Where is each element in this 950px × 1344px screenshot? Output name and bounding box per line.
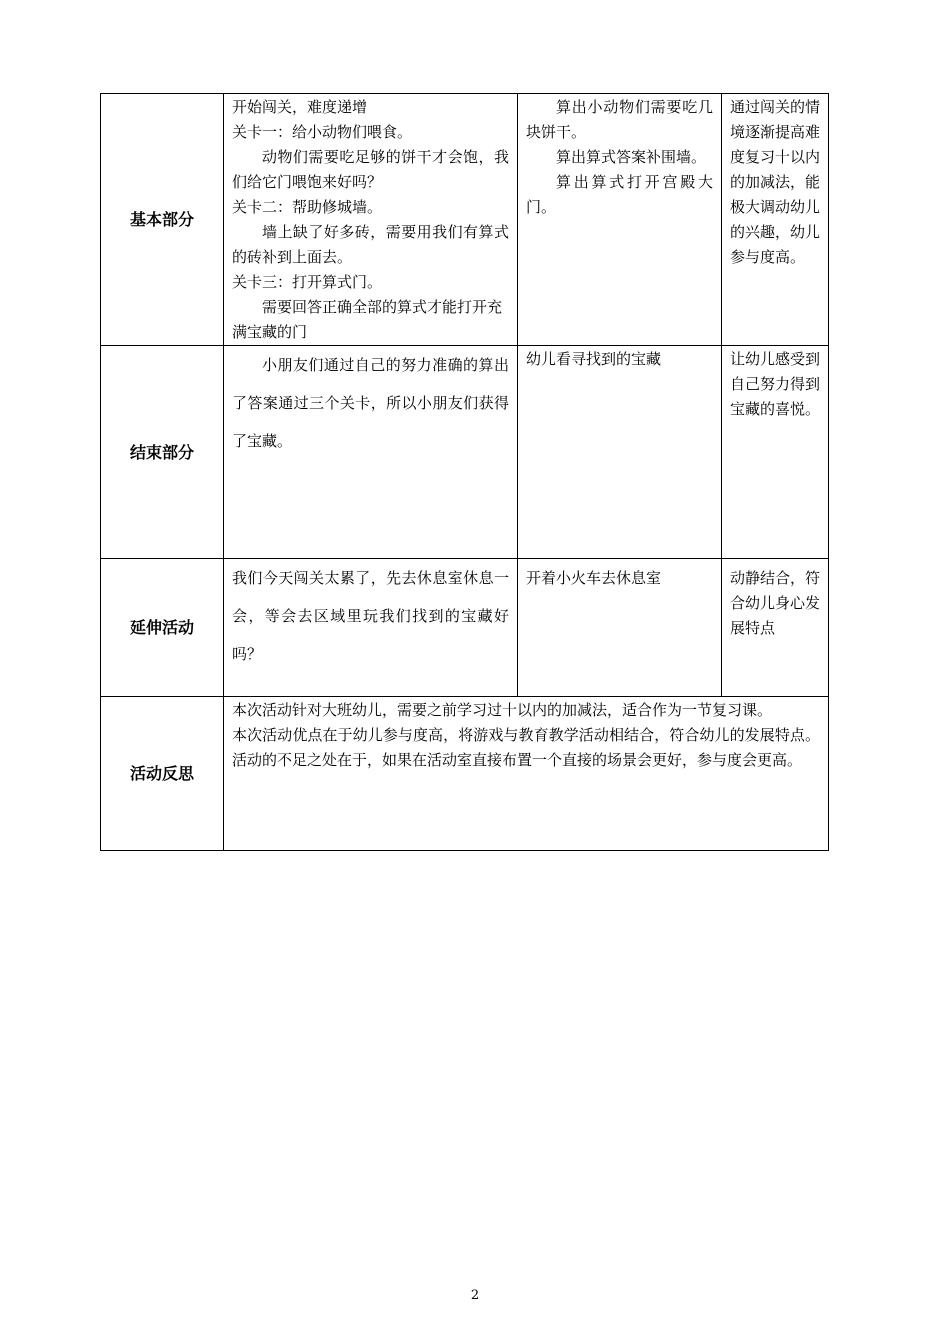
table-row-basic: [101, 94, 829, 346]
section-label-reflection: 活动反思: [101, 697, 224, 851]
ending-content-cell: 小朋友们通过自己的努力准确的算出了答案通过三个关卡，所以小朋友们获得了宝藏。: [224, 346, 518, 559]
reflection-line: 本次活动优点在于幼儿参与度高，将游戏与教育教学活动相结合，符合幼儿的发展特点。活动的不足之处在于，如果在活动室直接布置一个直接的场景会更好，参与度会更高。: [232, 726, 820, 769]
section-label-extension: 延伸活动: [101, 559, 224, 697]
level-two-title: 关卡二：帮助修城墙。: [232, 198, 383, 216]
basic-content-line: 开始闯关，难度递增: [232, 98, 368, 116]
children-activity-line: 算出算式打开宫殿大门。: [526, 173, 713, 216]
ending-children-cell: 幼儿看寻找到的宝藏: [518, 346, 722, 559]
extension-content-cell: 我们今天闯关太累了，先去休息室休息一会，等会去区域里玩我们找到的宝藏好吗？: [224, 559, 518, 697]
children-activity-line: 算出算式答案补围墙。: [556, 148, 707, 166]
ending-purpose-cell: 让幼儿感受到自己努力得到宝藏的喜悦。: [722, 346, 829, 559]
section-label-basic: 基本部分: [101, 94, 224, 346]
table-row-ending: [101, 346, 829, 559]
page-number: 2: [470, 1288, 480, 1303]
level-three-title: 关卡三：打开算式门。: [232, 273, 383, 291]
level-two-description: 墙上缺了好多砖，需要用我们有算式的砖补到上面去。: [232, 223, 509, 266]
children-activity-line: 算出小动物们需要吃几块饼干。: [526, 98, 713, 141]
extension-children-cell: 开着小火车去休息室: [518, 559, 722, 697]
table-row-reflection: [101, 697, 829, 851]
extension-purpose-cell: 动静结合，符合幼儿身心发展特点: [722, 559, 829, 697]
table-row-extension: [101, 559, 829, 697]
basic-content-cell: [224, 94, 518, 346]
basic-children-cell: [518, 94, 722, 346]
basic-purpose-cell: 通过闯关的情境逐渐提高难度复习十以内的加减法，能极大调动幼儿的兴趣，幼儿参与度高。: [722, 94, 829, 346]
section-label-ending: 结束部分: [101, 346, 224, 559]
reflection-content-cell: [224, 697, 829, 851]
level-three-description: 需要回答正确全部的算式才能打开充满宝藏的门: [232, 298, 503, 341]
level-one-title: 关卡一：给小动物们喂食。: [232, 123, 413, 141]
activity-plan-table: [100, 93, 829, 851]
reflection-line: 本次活动针对大班幼儿，需要之前学习过十以内的加减法，适合作为一节复习课。: [232, 701, 773, 719]
level-one-description: 动物们需要吃足够的饼干才会饱，我们给它门喂饱来好吗？: [232, 148, 509, 191]
